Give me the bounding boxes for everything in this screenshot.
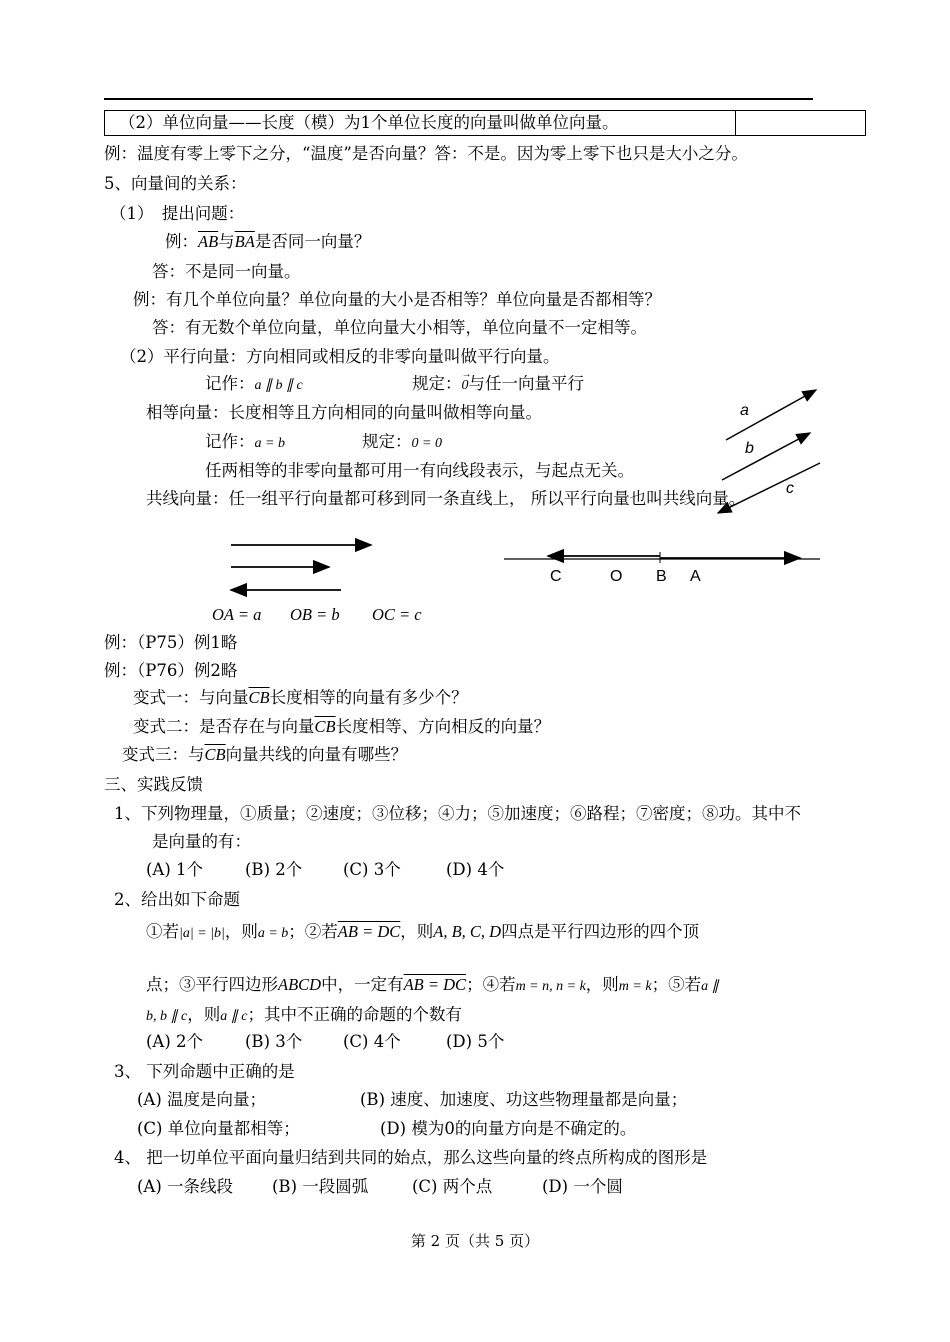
label-c: c bbox=[786, 480, 794, 497]
vector-oa-label: OA = a bbox=[212, 605, 262, 624]
page-footer: 第 2 页（共 5 页） bbox=[410, 1232, 540, 1250]
question-3: 3、 下列命题中正确的是 bbox=[114, 1062, 295, 1081]
variant-3: 变式三：与$\overline{CB}$向量共线的向量有哪些？ bbox=[122, 745, 408, 764]
q3-option-c: (C) 单位向量都相等； bbox=[137, 1119, 300, 1138]
label-b: b bbox=[745, 440, 754, 457]
q1-option-a: (A) 1个 bbox=[146, 860, 204, 879]
parallel-vector-definition: （2）平行向量：方向相同或相反的非零向量叫做平行向量。 bbox=[120, 347, 560, 366]
answer-not-same: 答：不是同一向量。 bbox=[152, 262, 301, 281]
unit-vector-answer: 答：有无数个单位向量，单位向量大小相等，单位向量不一定相等。 bbox=[152, 318, 647, 337]
zero-vector-rule: 规定：→ 0与任一向量平行 bbox=[412, 374, 584, 396]
point-o: O bbox=[610, 568, 623, 585]
vector-c-arrow bbox=[718, 463, 820, 513]
q1-option-d: (D) 4个 bbox=[446, 860, 505, 879]
point-a: A bbox=[690, 568, 701, 585]
variant-2: 变式二：是否存在与向量$\overline{CB}$长度相等、方向相反的向量？ bbox=[133, 717, 551, 736]
unit-vector-question: 例：有几个单位向量？单位向量的大小是否相等？单位向量是否都相等？ bbox=[133, 290, 661, 309]
question-1: 1、下列物理量，①质量；②速度；③位移；④力；⑤加速度；⑥路程；⑦密度；⑧功。其中不 bbox=[114, 804, 801, 823]
q4-option-b: (B) 一段圆弧 bbox=[272, 1177, 369, 1196]
q1-option-c: (C) 3个 bbox=[343, 860, 401, 879]
box-separator bbox=[735, 111, 736, 135]
collinear-vector-definition: 共线向量：任一组平行向量都可移到同一条直线上， 所以平行向量也叫共线向量。 bbox=[146, 489, 746, 508]
three-vectors-figure bbox=[225, 535, 385, 605]
question-4: 4、 把一切单位平面向量归结到共同的始点，那么这些向量的终点所构成的图形是 bbox=[114, 1148, 708, 1167]
q2-option-b: (B) 3个 bbox=[245, 1032, 303, 1051]
point-b: B bbox=[656, 568, 667, 585]
variant-1: 变式一：与向量$\overline{CB}$长度相等的向量有多少个？ bbox=[133, 688, 468, 707]
q3-option-d: (D) 模为0的向量方向是不确定的。 bbox=[380, 1119, 637, 1138]
q3-option-b: (B) 速度、加速度、功这些物理量都是向量； bbox=[360, 1090, 688, 1109]
subsection-1-heading: （1） 提出问题： bbox=[110, 204, 245, 223]
equal-zero-rule: 规定：0 = 0 bbox=[362, 432, 442, 451]
temperature-example: 例：温度有零上零下之分，“温度”是否向量？答：不是。因为零上零下也只是大小之分。 bbox=[104, 144, 748, 163]
q2-option-d: (D) 5个 bbox=[446, 1032, 505, 1051]
equal-notation: 记作：a = b bbox=[205, 432, 285, 451]
vector-oc-label: OC = c bbox=[372, 605, 422, 624]
boxed-definition bbox=[104, 110, 866, 136]
q2-line-2: 点；③平行四边形ABCD中，一定有AB = DC；④若m = n, n = k，则m = k；⑤若a ∥ bbox=[146, 975, 719, 994]
equal-vector-note: 任两相等的非零向量都可用一有向线段表示，与起点无关。 bbox=[205, 461, 634, 480]
q3-option-a: (A) 温度是向量； bbox=[137, 1090, 267, 1109]
example-p76: 例：（P76）例2略 bbox=[104, 661, 238, 680]
vector-ob-label: OB = b bbox=[290, 605, 340, 624]
q4-option-c: (C) 两个点 bbox=[412, 1177, 493, 1196]
q2-line-3: b, b ∥ c，则a ∥ c；其中不正确的命题的个数有 bbox=[146, 1005, 462, 1024]
q2-option-a: (A) 2个 bbox=[146, 1032, 204, 1051]
example-p75: 例：（P75）例1略 bbox=[104, 633, 238, 652]
parallel-notation: 记作：a ∥ b ∥ c bbox=[205, 374, 303, 393]
q4-option-d: (D) 一个圆 bbox=[542, 1177, 623, 1196]
label-a: a bbox=[740, 402, 749, 419]
top-rule bbox=[104, 98, 813, 100]
section-3-heading: 三、实践反馈 bbox=[104, 775, 203, 794]
q1-option-b: (B) 2个 bbox=[245, 860, 303, 879]
collinear-line-figure bbox=[500, 545, 830, 590]
point-c: C bbox=[550, 568, 562, 585]
example-ab-ba: 例：$\overline{AB}$与$\overline{BA}$是否同一向量？ bbox=[165, 232, 371, 251]
vector-b-arrow bbox=[722, 433, 810, 480]
q2-option-c: (C) 4个 bbox=[343, 1032, 401, 1051]
q2-line-1: ①若|a| = |b|，则a = b；②若AB = DC，则A, B, C, D四点是平行四边形的四个顶 bbox=[146, 922, 700, 941]
section-5-heading: 5、向量间的关系： bbox=[104, 174, 247, 193]
unit-vector-definition: （2）单位向量——长度（模）为1个单位长度的向量叫做单位向量。 bbox=[119, 113, 619, 132]
q4-option-a: (A) 一条线段 bbox=[137, 1177, 234, 1196]
equal-vector-definition: 相等向量：长度相等且方向相同的向量叫做相等向量。 bbox=[146, 403, 542, 422]
question-1-cont: 是向量的有： bbox=[152, 832, 251, 851]
question-2: 2、给出如下命题 bbox=[114, 890, 240, 909]
parallel-vectors-figure bbox=[710, 385, 830, 520]
